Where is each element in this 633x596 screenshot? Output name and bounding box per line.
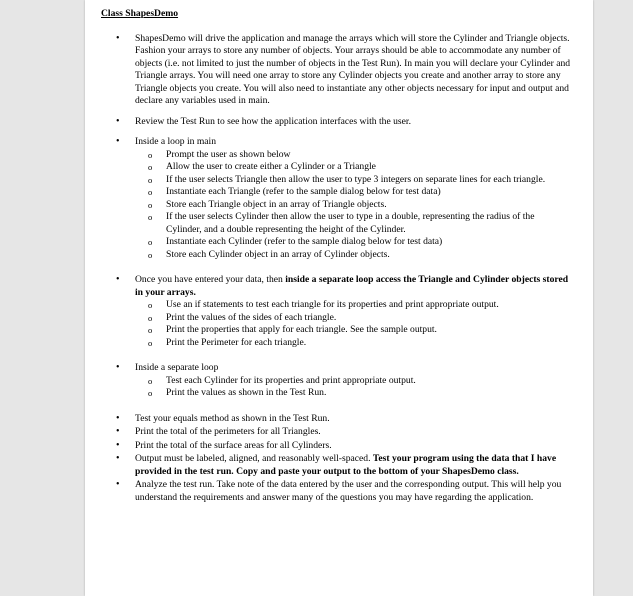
sub-list-item: o Use an if statements to test each triangle for its properties and print appropriate output. — [135, 299, 571, 312]
list-item — [101, 116, 571, 129]
sub-list-item: o Print the values as shown in the Test Run. — [135, 387, 571, 400]
sub-list-item: o Store each Triangle object in an array of Triangle objects. — [135, 199, 571, 212]
sub-list — [135, 375, 571, 400]
sub-list-item: o Allow the user to create either a Cylinder or a Triangle — [135, 161, 571, 174]
item-text-bold: inside a separate loop access the Triangle and Cylinder objects stored in your arrays. — [135, 274, 569, 298]
sub-list-item: o Store each Cylinder object in an array of Cylinder objects. — [135, 249, 571, 262]
requirements-list — [101, 33, 571, 505]
item-text: Inside a separate loop — [135, 362, 219, 373]
item-text: Print the total of the surface areas for all Cylinders. — [135, 439, 332, 451]
list-item — [101, 453, 571, 478]
sub-list-item: o If the user selects Cylinder then allow the user to type in a double, representing the radius of the Cylinder, and a double representing the height of the Cylinder. — [135, 211, 571, 236]
sub-list — [135, 149, 571, 262]
sub-list-item: o Test each Cylinder for its properties and print appropriate output. — [135, 375, 571, 388]
item-text: ShapesDemo will drive the application and manage the arrays which will store the Cylinder and Triangle objects. Fashion your arrays to store any number of objects. Your arrays should be able to accommodate any number of objects (i.e. not limited to just the number of objects in the Test Run). In main you will declare your Cylinder and Triangle arrays. You will need one array to store any Cylinder objects you create and another array to store any Triangle objects you create. You will also need to instantiate any other objects necessary for input and output and declare any variables used in main. — [135, 32, 571, 106]
item-text: Inside a loop in main — [135, 136, 216, 147]
document-body — [101, 8, 571, 512]
page-title: Class ShapesDemo — [101, 8, 179, 19]
item-text: Analyze the test run. Take note of the data entered by the user and the corresponding output. This will help you understand the requirements and answer many of the questions you may have regarding the application. — [135, 479, 562, 503]
item-text: Review the Test Run to see how the application interfaces with the user. — [135, 115, 411, 127]
list-item — [101, 362, 571, 400]
list-item — [101, 413, 571, 426]
sub-list-item: o Print the values of the sides of each triangle. — [135, 312, 571, 325]
list-item — [101, 274, 571, 349]
sub-list-item: o Instantiate each Triangle (refer to the sample dialog below for test data) — [135, 186, 571, 199]
item-text: Test your equals method as shown in the Test Run. — [135, 412, 330, 424]
sub-list-item: o Prompt the user as shown below — [135, 149, 571, 162]
sub-list — [135, 299, 571, 349]
item-text-bold: Test your program using the data that I have provided in the test run. Copy and paste your output to the bottom of your ShapesDemo class. — [135, 453, 557, 477]
item-text: Print the total of the perimeters for all Triangles. — [135, 426, 321, 437]
sub-list-item: o Instantiate each Cylinder (refer to the sample dialog below for test data) — [135, 236, 571, 249]
list-item — [101, 136, 571, 261]
sub-list-item: o If the user selects Triangle then allow the user to type 3 integers on separate lines for each triangle. — [135, 174, 571, 187]
item-text: Once you have entered your data, then — [135, 274, 286, 285]
item-text: Output must be labeled, aligned, and reasonably well-spaced. — [135, 453, 373, 464]
list-item — [101, 33, 571, 108]
sub-list-item: o Print the properties that apply for each triangle. See the sample output. — [135, 324, 571, 337]
document-page — [85, 0, 593, 596]
list-item — [101, 426, 571, 439]
list-item — [101, 440, 571, 453]
list-item — [101, 479, 571, 504]
sub-list-item: o Print the Perimeter for each triangle. — [135, 337, 571, 350]
